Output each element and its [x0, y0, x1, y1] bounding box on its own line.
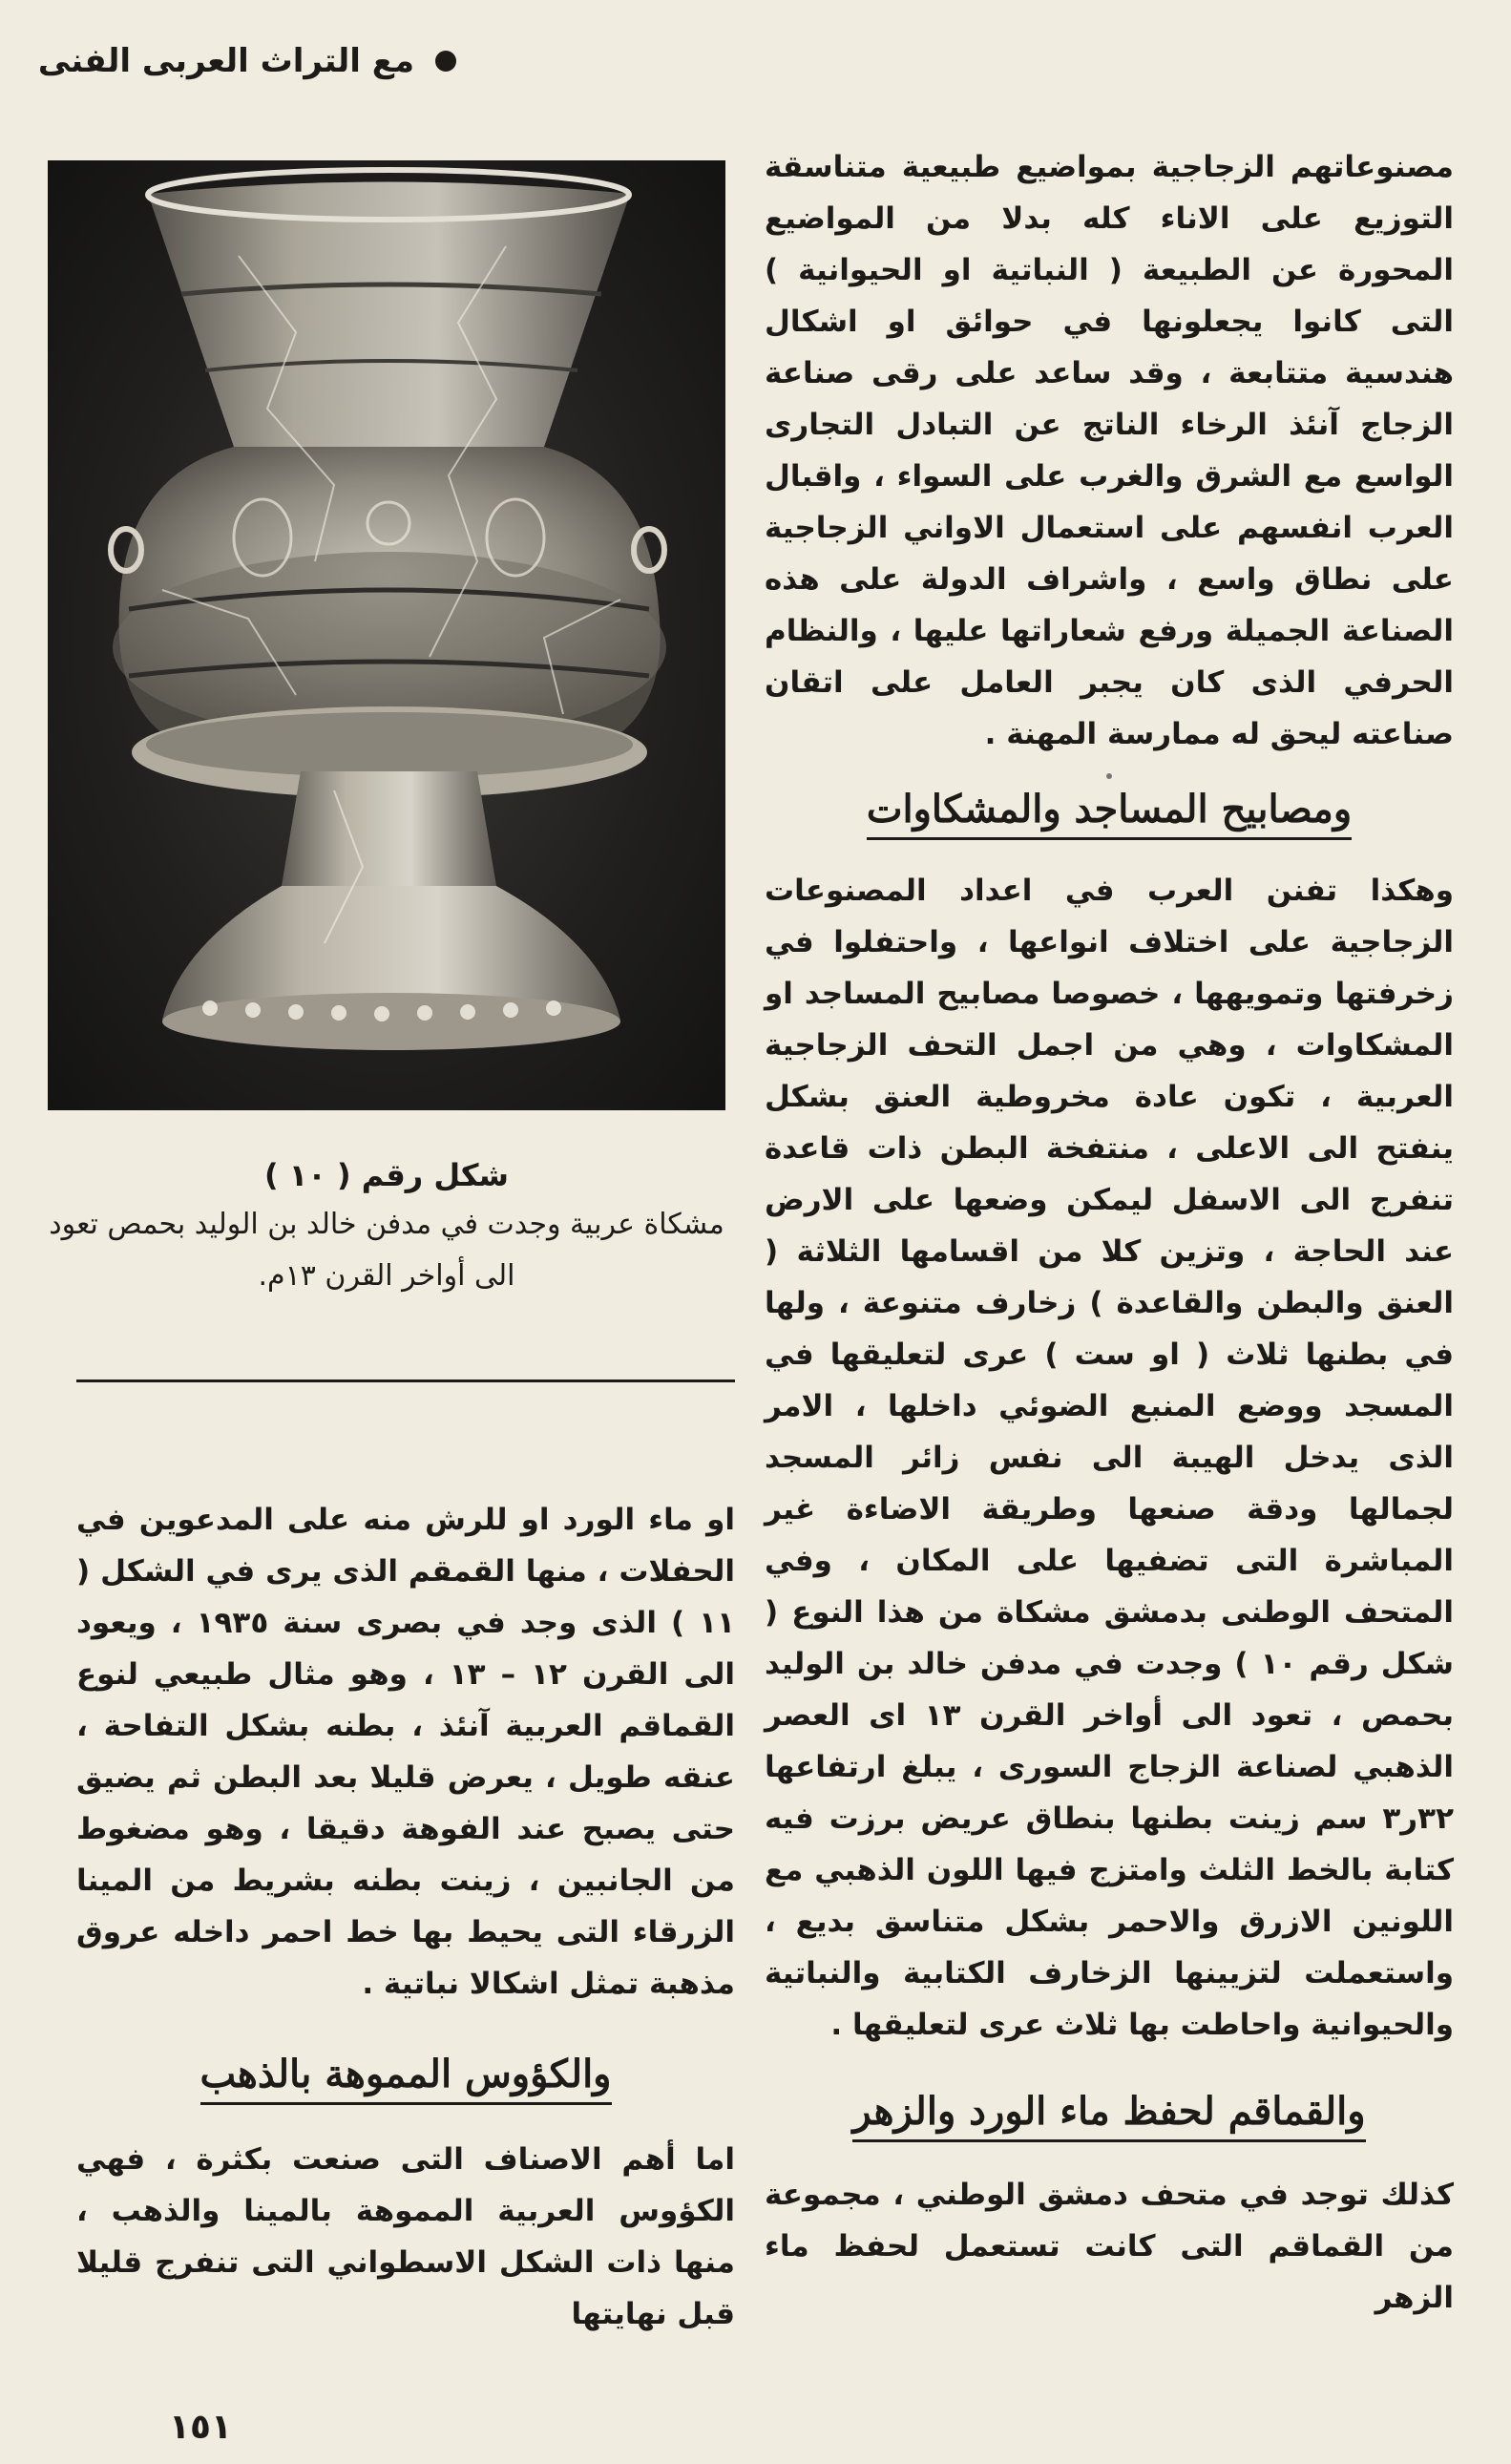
left-column — [76, 1494, 735, 2340]
caption-text: مشكاة عربية وجدت في مدفن خالد بن الوليد بحمص تعود الى أواخر القرن ١٣م. — [49, 1208, 724, 1293]
section-heading-lamps — [765, 787, 1454, 840]
bullet-icon — [435, 51, 456, 72]
heading-flasks-text: والقماقم لحفظ ماء الورد والزهر — [852, 2089, 1365, 2142]
mosque-lamp-illustration — [48, 160, 725, 1110]
lamps-paragraph: وهكذا تفنن العرب في اعداد المصنوعات الزجاجية على اختلاف انواعها ، واحتفلوا في زخرفتها وتمويهها ، خصوصا مصابيح المساجد او المشكاوات ، وهي من اجمل التحف الزجاجية العربية ، تكون عادة مخروطية العنق بشكل ينفتح الى الاعلى ، منتفخة البطن ذات قاعدة تنفرج الى الاسفل ليمكن وضعها على الارض عند الحاجة ، وتزين كلا من اقسامها الثلاثة ( العنق والبطن والقاعدة ) زخارف متنوعة ، ولها في بطنها ثلاث ( او ست ) عرى لتعليقها في المسجد ووضع المنبع الضوئي داخلها ، الامر الذى يدخل الهيبة الى نفس زائر المسجد لجمالها ودقة صنعها وطريقة الاضاءة غير المباشرة التى تضفيها على المكان ، وفي المتحف الوطنى بدمشق مشكاة من هذا النوع ( شكل رقم ١٠ ) وجدت في مدفن خالد بن الوليد بحمص ، تعود الى أواخر القرن ١٣ اى العصر الذهبي لصناعة الزجاج السورى ، يبلغ ارتفاعها ٣٢ر٣ سم زينت بطنها بنطاق عريض برزت فيه كتابة بالخط الثلث وامتزج فيها اللون الذهبي مع اللونين الازرق والاحمر بشكل متناسق بديع ، واستعملت لتزيينها الزخارف الكتابية والنباتية والحيوانية واحاطت بها ثلاث عرى لتعليقها . — [765, 874, 1455, 2042]
heading-cups-text: والكؤوس المموهة بالذهب — [200, 2052, 612, 2105]
heading-lamps-text: ومصابيح المساجد والمشكاوات — [867, 787, 1352, 840]
decorative-dot — [1106, 773, 1112, 779]
intro-paragraph: مصنوعاتهم الزجاجية بمواضيع طبيعية متناسقة التوزيع على الاناء كله بدلا من المواضيع المحورة عن الطبيعة ( النباتية او الحيوانية ) التى كانوا يجعلونها في حوائق او اشكال هندسية متتابعة ، وقد ساعد على رقى صناعة الزجاج آنئذ الرخاء الناتج عن التبادل التجارى الواسع مع الشرق والغرب على السواء ، واقبال العرب انفسهم على استعمال الاواني الزجاجية على نطاق واسع ، واشراف الدولة على هذه الصناعة الجميلة ورفع شعاراتها عليها ، والنظام الحرفي الذى كان يجبر العامل على اتقان صناعته ليحق له ممارسة المهنة . — [765, 150, 1454, 751]
section-heading-flasks — [765, 2089, 1454, 2142]
page-number: ١٥١ — [169, 2408, 232, 2447]
running-header — [38, 42, 456, 80]
flask-paragraph: او ماء الورد او للرش منه على المدعوين في الحفلات ، منها القمقم الذى يرى في الشكل ( ١١ ) الذى وجد في بصرى سنة ١٩٣٥ ، ويعود الى القرن ١٢ – ١٣ ، وهو مثال طبيعي لنوع القماقم العربية آنئذ ، بطنه بشكل التفاحة ، عنقه طويل ، يعرض قليلا بعد البطن ثم يضيق حتى يصبح عند الفوهة دقيقا ، وهو مضغوط من الجانبين ، زينت بطنه بشريط من المينا الزرقاء التى يحيط بها خط احمر داخله عروق مذهبة تمثل اشكالا نباتية . — [76, 1503, 735, 2001]
section-heading-cups — [76, 2052, 735, 2105]
figure-caption — [48, 1157, 725, 1302]
divider — [76, 1379, 735, 1382]
cups-paragraph: اما أهم الاصناف التى صنعت بكثرة ، فهي الكؤوس العربية المموهة بالمينا والذهب ، منها ذات الشكل الاسطواني التى تنفرج قليلا قبل نهايتها — [76, 2142, 735, 2331]
caption-title: شكل رقم ( ١٠ ) — [264, 1157, 509, 1193]
mosque-lamp-photo — [48, 160, 725, 1110]
right-column — [765, 141, 1454, 2324]
flasks-paragraph: كذلك توجد في متحف دمشق الوطني ، مجموعة من القماقم التى كانت تستعمل لحفظ ماء الزهر — [765, 2178, 1454, 2315]
running-title: مع التراث العربى الفنى — [37, 42, 414, 80]
